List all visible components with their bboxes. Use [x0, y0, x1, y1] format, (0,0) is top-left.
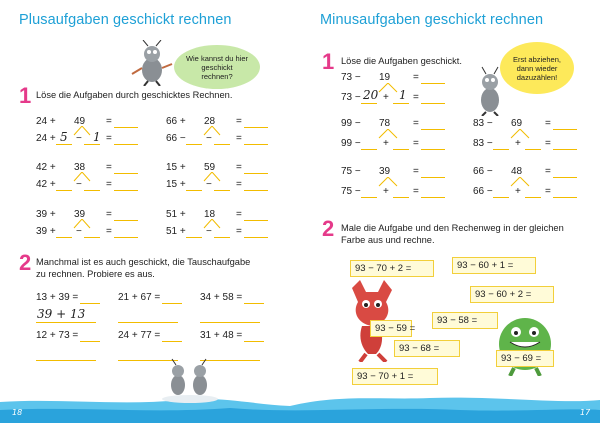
- water-decoration: [0, 380, 600, 423]
- swap-problem-text: 13 + 39 =: [36, 292, 79, 303]
- answer-blank-2[interactable]: [553, 197, 577, 198]
- problem-line2-op: +: [383, 138, 389, 149]
- split-arrow-icon: [200, 172, 224, 182]
- problem-summand-b: 38: [74, 162, 86, 173]
- problem-minuend: 75 −: [341, 166, 361, 177]
- problem-summand-b: 39: [74, 209, 86, 220]
- problem-equals: =: [545, 118, 551, 129]
- answer-blank[interactable]: [421, 129, 445, 130]
- step-blank-1[interactable]: [56, 190, 72, 191]
- swap-answer-blank[interactable]: [162, 341, 182, 342]
- left-speech-text: Wie kannst du hier geschickt rechnen?: [185, 53, 249, 81]
- step-blank-2[interactable]: [214, 144, 230, 145]
- problem-line2-op: +: [383, 186, 389, 197]
- step-blank-2[interactable]: [525, 197, 541, 198]
- expression-box[interactable]: 93 − 70 + 1 =: [352, 368, 438, 385]
- split-arrow-icon: [200, 126, 224, 136]
- problem-equals: =: [106, 116, 112, 127]
- swap-work-line[interactable]: [200, 322, 260, 323]
- step-blank-1[interactable]: [493, 149, 509, 150]
- handwritten-value: 1: [93, 130, 101, 144]
- problem-summand-a: 51 +: [166, 209, 186, 220]
- left-task2-number: 2: [19, 250, 32, 275]
- split-arrow-icon: [70, 172, 94, 182]
- swap-problem-text: 21 + 67 =: [118, 292, 161, 303]
- problem-equals-2: =: [236, 133, 242, 144]
- right-task2-number: 2: [322, 216, 335, 241]
- step-blank-1[interactable]: [361, 197, 377, 198]
- expression-box[interactable]: 93 − 59 =: [370, 320, 412, 337]
- expression-box[interactable]: 93 − 60 + 1 =: [452, 257, 536, 274]
- ants-on-surf-icon: [160, 357, 220, 403]
- split-arrow-icon: [507, 177, 533, 187]
- answer-blank-2[interactable]: [114, 237, 138, 238]
- handwritten-value: 20: [363, 88, 379, 102]
- problem-equals: =: [106, 209, 112, 220]
- step-blank-2[interactable]: [393, 103, 409, 104]
- swap-answer-blank[interactable]: [162, 303, 182, 304]
- problem-subtrahend: 78: [379, 118, 391, 129]
- step-blank-1[interactable]: [361, 149, 377, 150]
- step-blank-1[interactable]: [493, 197, 509, 198]
- problem-equals: =: [413, 72, 419, 83]
- step-blank-1[interactable]: [186, 144, 202, 145]
- step-blank-2[interactable]: [84, 237, 100, 238]
- ant-character-icon: [128, 40, 176, 86]
- step-blank-2[interactable]: [525, 149, 541, 150]
- split-arrow-icon: [200, 219, 224, 229]
- swap-problem-text: 31 + 48 =: [200, 330, 243, 341]
- right-task1-number: 1: [322, 49, 335, 74]
- answer-blank-2[interactable]: [114, 144, 138, 145]
- split-arrow-icon: [375, 83, 401, 93]
- problem-equals-2: =: [236, 226, 242, 237]
- swap-problem-text: 12 + 73 =: [36, 330, 79, 341]
- answer-blank[interactable]: [114, 220, 138, 221]
- problem-equals-2: =: [545, 138, 551, 149]
- problem-equals: =: [413, 118, 419, 129]
- handwritten-swap: 39 + 13: [37, 307, 86, 321]
- answer-blank[interactable]: [421, 83, 445, 84]
- answer-blank[interactable]: [244, 173, 268, 174]
- swap-problem-text: 34 + 58 =: [200, 292, 243, 303]
- answer-blank[interactable]: [421, 177, 445, 178]
- swap-answer-blank[interactable]: [80, 303, 100, 304]
- problem-line2-start: 73 −: [341, 92, 361, 103]
- problem-line2-start: 42 +: [36, 179, 56, 190]
- swap-answer-blank[interactable]: [244, 303, 264, 304]
- split-arrow-icon: [70, 126, 94, 136]
- step-blank-2[interactable]: [84, 190, 100, 191]
- swap-answer-blank[interactable]: [244, 341, 264, 342]
- problem-summand-a: 24 +: [36, 116, 56, 127]
- expression-box[interactable]: 93 − 69 =: [496, 350, 554, 367]
- problem-equals: =: [545, 166, 551, 177]
- answer-blank-2[interactable]: [244, 190, 268, 191]
- problem-line2-op: +: [383, 92, 389, 103]
- split-arrow-icon: [70, 219, 94, 229]
- problem-line2-op: −: [76, 133, 82, 144]
- right-task2-instruction: Male die Aufgabe und den Rechenweg in der gleichen Farbe aus und rechne.: [341, 223, 564, 245]
- problem-line2-op: −: [76, 226, 82, 237]
- right-task1-instruction: Löse die Aufgaben geschickt.: [341, 56, 462, 66]
- problem-equals-2: =: [106, 179, 112, 190]
- right-speech-bubble: [500, 42, 574, 94]
- problem-line2-start: 66 −: [166, 133, 186, 144]
- problem-equals: =: [236, 162, 242, 173]
- step-blank-1[interactable]: [361, 103, 377, 104]
- problem-subtrahend: 19: [379, 72, 391, 83]
- expression-box[interactable]: 93 − 70 + 2 =: [350, 260, 434, 277]
- problem-summand-b: 18: [204, 209, 216, 220]
- ant-character-icon: [470, 66, 510, 116]
- problem-line2-start: 51 +: [166, 226, 186, 237]
- swap-work-line[interactable]: [118, 322, 178, 323]
- problem-line2-start: 39 +: [36, 226, 56, 237]
- answer-blank-2[interactable]: [421, 149, 445, 150]
- problem-equals: =: [236, 209, 242, 220]
- step-blank-1[interactable]: [186, 237, 202, 238]
- problem-equals: =: [106, 162, 112, 173]
- right-speech-text: Erst abziehen, dann wieder dazuzählen!: [513, 54, 561, 82]
- step-blank-1[interactable]: [56, 237, 72, 238]
- problem-subtrahend: 39: [379, 166, 391, 177]
- problem-minuend: 99 −: [341, 118, 361, 129]
- problem-minuend: 83 −: [473, 118, 493, 129]
- step-blank-2[interactable]: [393, 197, 409, 198]
- problem-equals-2: =: [106, 226, 112, 237]
- problem-equals-2: =: [106, 133, 112, 144]
- problem-equals: =: [236, 116, 242, 127]
- answer-blank[interactable]: [114, 127, 138, 128]
- answer-blank-2[interactable]: [421, 103, 445, 104]
- step-blank-1[interactable]: [186, 190, 202, 191]
- problem-summand-a: 66 +: [166, 116, 186, 127]
- problem-line2-start: 24 +: [36, 133, 56, 144]
- left-page-number: 18: [12, 408, 23, 417]
- problem-line2-start: 83 −: [473, 138, 493, 149]
- problem-summand-a: 39 +: [36, 209, 56, 220]
- answer-blank[interactable]: [553, 177, 577, 178]
- answer-blank[interactable]: [244, 220, 268, 221]
- problem-equals-2: =: [413, 186, 419, 197]
- answer-blank-2[interactable]: [421, 197, 445, 198]
- problem-minuend: 66 −: [473, 166, 493, 177]
- problem-minuend: 73 −: [341, 72, 361, 83]
- problem-equals-2: =: [413, 138, 419, 149]
- left-page-title: Plusaufgaben geschickt rechnen: [19, 12, 232, 28]
- step-blank-2[interactable]: [214, 190, 230, 191]
- left-task1-instruction: Löse die Aufgaben durch geschicktes Rechnen.: [36, 90, 233, 100]
- step-blank-1[interactable]: [56, 144, 72, 145]
- problem-subtrahend: 69: [511, 118, 523, 129]
- split-arrow-icon: [507, 129, 533, 139]
- step-blank-2[interactable]: [393, 149, 409, 150]
- problem-equals: =: [413, 166, 419, 177]
- answer-blank-2[interactable]: [114, 190, 138, 191]
- problem-line2-op: −: [76, 179, 82, 190]
- problem-summand-a: 42 +: [36, 162, 56, 173]
- problem-line2-op: −: [206, 226, 212, 237]
- handwritten-value: 1: [399, 88, 407, 102]
- problem-line2-start: 66 −: [473, 186, 493, 197]
- problem-summand-b: 49: [74, 116, 86, 127]
- problem-line2-op: +: [515, 138, 521, 149]
- swap-problem-text: 24 + 77 =: [118, 330, 161, 341]
- problem-line2-start: 75 −: [341, 186, 361, 197]
- problem-line2-op: +: [515, 186, 521, 197]
- step-blank-2[interactable]: [214, 237, 230, 238]
- problem-summand-b: 28: [204, 116, 216, 127]
- answer-blank[interactable]: [553, 129, 577, 130]
- expression-box[interactable]: 93 − 58 =: [432, 312, 498, 329]
- problem-summand-b: 59: [204, 162, 216, 173]
- split-arrow-icon: [375, 129, 401, 139]
- problem-equals-2: =: [413, 92, 419, 103]
- step-blank-2[interactable]: [84, 144, 100, 145]
- expression-box[interactable]: 93 − 68 =: [394, 340, 460, 357]
- problem-line2-start: 99 −: [341, 138, 361, 149]
- problem-equals-2: =: [545, 186, 551, 197]
- right-page-title: Minusaufgaben geschickt rechnen: [320, 12, 544, 28]
- answer-blank-2[interactable]: [553, 149, 577, 150]
- answer-blank[interactable]: [114, 173, 138, 174]
- answer-blank-2[interactable]: [244, 237, 268, 238]
- swap-work-line[interactable]: [36, 322, 96, 323]
- problem-subtrahend: 48: [511, 166, 523, 177]
- left-task2-instruction: Manchmal ist es auch geschickt, die Tauschaufgabe zu rechnen. Probiere es aus.: [36, 257, 251, 279]
- expression-box[interactable]: 93 − 60 + 2 =: [470, 286, 554, 303]
- problem-equals-2: =: [236, 179, 242, 190]
- problem-summand-a: 15 +: [166, 162, 186, 173]
- answer-blank[interactable]: [244, 127, 268, 128]
- answer-blank-2[interactable]: [244, 144, 268, 145]
- problem-line2-start: 15 +: [166, 179, 186, 190]
- left-task1-number: 1: [19, 83, 32, 108]
- problem-line2-op: −: [206, 179, 212, 190]
- handwritten-value: 5: [60, 130, 68, 144]
- swap-work-line[interactable]: [36, 360, 96, 361]
- right-page-number: 17: [580, 408, 591, 417]
- problem-line2-op: −: [206, 133, 212, 144]
- split-arrow-icon: [375, 177, 401, 187]
- left-speech-bubble: [174, 45, 260, 89]
- swap-answer-blank[interactable]: [80, 341, 100, 342]
